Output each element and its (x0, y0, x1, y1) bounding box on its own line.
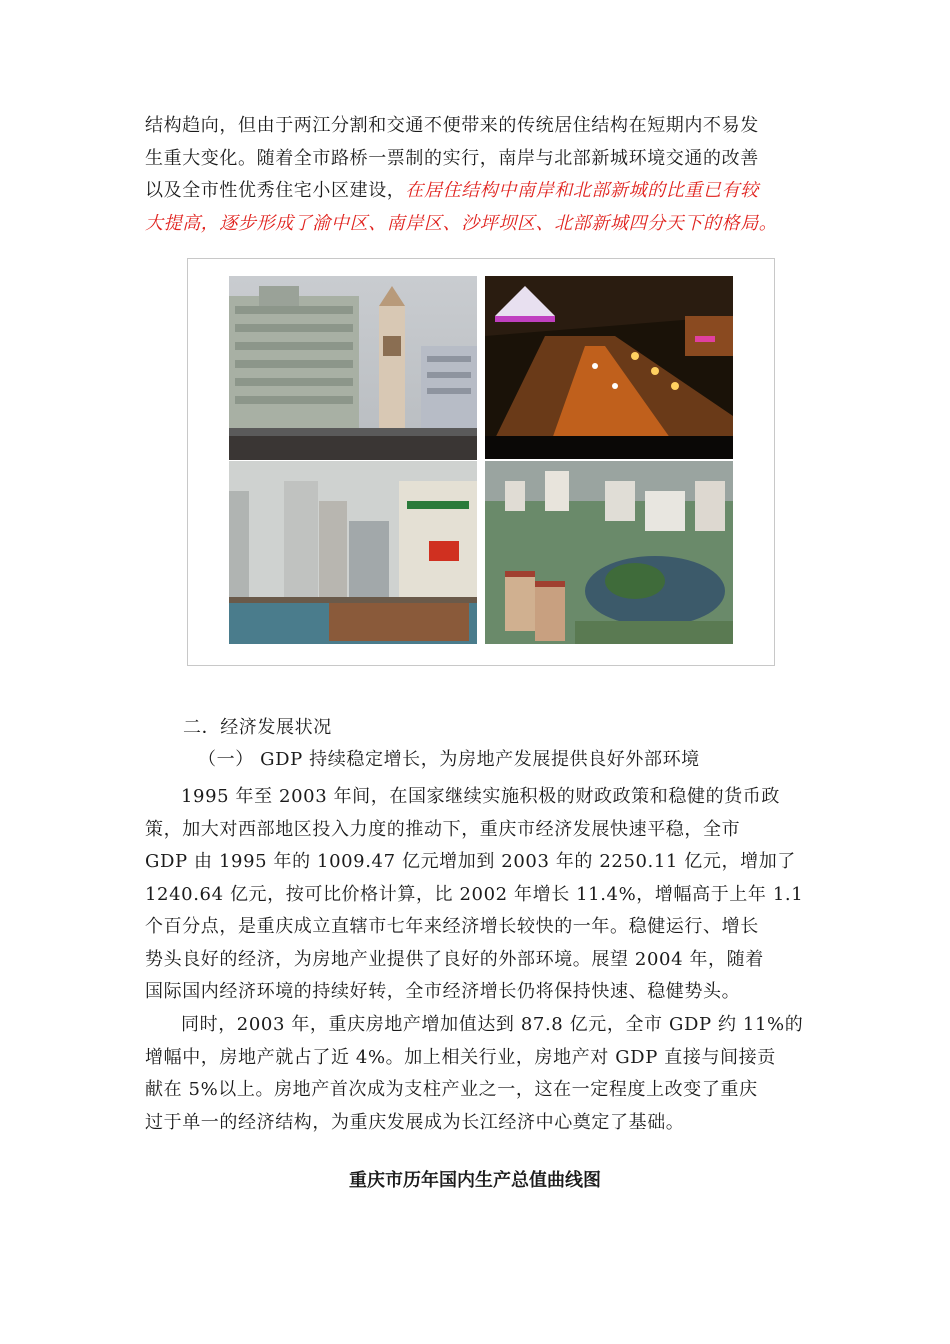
gdp-line-2: 策，加大对西部地区投入力度的推动下，重庆市经济发展快速平稳，全市 (145, 818, 741, 840)
photo-liberation-monument (229, 276, 477, 460)
gdp-line-3: GDP 由 1995 年的 1009.47 亿元增加到 2003 年的 2250.11 亿元，增加了 (145, 851, 796, 872)
photo-night-avenue (485, 276, 733, 459)
intro-line-1: 结构趋向，但由于两江分割和交通不便带来的传统居住结构在短期内不易发 (145, 115, 759, 136)
gdp-line-5: 个百分点，是重庆成立直辖市七年来经济增长较快的一年。稳健运行、增长 (145, 916, 759, 937)
chart-title: 重庆市历年国内生产总值曲线图 (349, 1170, 601, 1191)
gdp-line-1: 1995 年至 2003 年间，在国家继续实施积极的财政政策和稳健的货币政 (181, 786, 780, 807)
intro-paragraph (145, 110, 815, 240)
intro-highlight-2: 大提高，逐步形成了渝中区、南岸区、沙坪坝区、北部新城四分天下的格局。 (145, 212, 778, 234)
section-heading: 二．经济发展状况 (183, 717, 332, 738)
gdp-line-6: 势头良好的经济，为房地产业提供了良好的外部环境。展望 2004 年，随着 (145, 948, 764, 970)
intro-highlight-1: 在居住结构中南岸和北部新城的比重已有较 (405, 180, 759, 201)
gdp-line-4: 1240.64 亿元，按可比价格计算，比 2002 年增长 11.4%，增幅高于上年 1.1 (145, 883, 804, 905)
gdp-paragraph (145, 781, 815, 1009)
subsection-heading: （一） GDP 持续稳定增长，为房地产发展提供良好外部环境 (198, 749, 700, 770)
intro-line-2: 生重大变化。随着全市路桥一票制的实行，南岸与北部新城环境交通的改善 (145, 147, 759, 169)
intro-line-3-plain: 以及全市性优秀住宅小区建设， (145, 180, 406, 201)
real-estate-paragraph (145, 1009, 815, 1139)
re-line-1: 同时，2003 年，重庆房地产增加值达到 87.8 亿元，全市 GDP 约 11%的 (181, 1014, 804, 1035)
re-line-2: 增幅中，房地产就占了近 4%。加上相关行业，房地产对 GDP 直接与间接贡 (145, 1046, 776, 1068)
photo-riverside-buildings (229, 461, 477, 644)
re-line-4: 过于单一的经济结构，为重庆发展成为长江经济中心奠定了基础。 (145, 1111, 685, 1133)
re-line-3: 献在 5%以上。房地产首次成为支柱产业之一，这在一定程度上改变了重庆 (145, 1079, 758, 1100)
gdp-line-7: 国际国内经济环境的持续好转，全市经济增长仍将保持快速、稳健势头。 (145, 981, 741, 1002)
photo-lake-residential (485, 461, 733, 644)
